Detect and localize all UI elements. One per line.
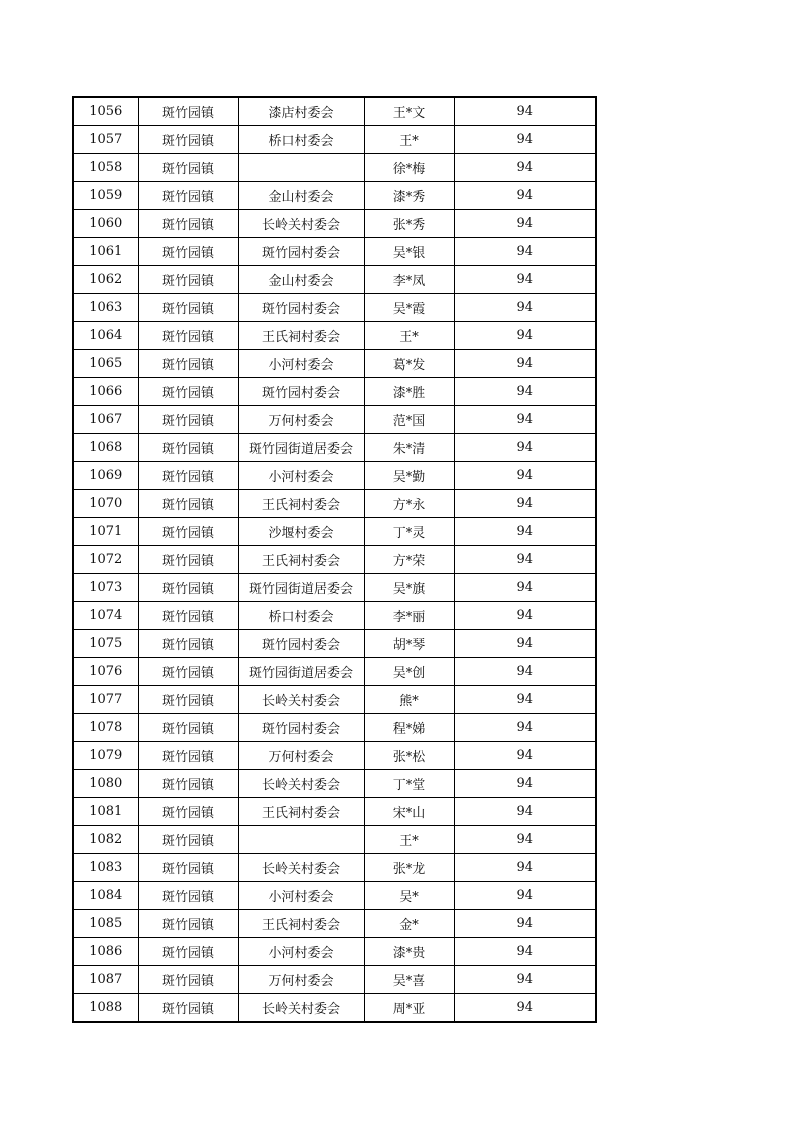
cell-serial-number: 1082: [73, 826, 138, 854]
cell-score: 94: [454, 938, 596, 966]
cell-serial-number: 1075: [73, 630, 138, 658]
cell-person-name: 李*凤: [364, 266, 454, 294]
cell-village-committee: 长岭关村委会: [238, 686, 364, 714]
cell-person-name: 吴*: [364, 882, 454, 910]
cell-person-name: 吴*银: [364, 238, 454, 266]
cell-town: 斑竹园镇: [138, 238, 238, 266]
cell-serial-number: 1078: [73, 714, 138, 742]
cell-person-name: 王*: [364, 322, 454, 350]
cell-person-name: 李*丽: [364, 602, 454, 630]
cell-score: 94: [454, 686, 596, 714]
cell-score: 94: [454, 126, 596, 154]
cell-village-committee: 桥口村委会: [238, 126, 364, 154]
cell-town: 斑竹园镇: [138, 770, 238, 798]
table-row: [73, 770, 596, 798]
cell-person-name: 朱*清: [364, 434, 454, 462]
cell-village-committee: 斑竹园街道居委会: [238, 574, 364, 602]
cell-town: 斑竹园镇: [138, 966, 238, 994]
cell-village-committee: 斑竹园村委会: [238, 238, 364, 266]
cell-person-name: 吴*喜: [364, 966, 454, 994]
table-row: [73, 266, 596, 294]
cell-village-committee: 长岭关村委会: [238, 210, 364, 238]
cell-village-committee: 金山村委会: [238, 182, 364, 210]
cell-village-committee: 王氏祠村委会: [238, 798, 364, 826]
table-row: [73, 210, 596, 238]
cell-town: 斑竹园镇: [138, 630, 238, 658]
cell-serial-number: 1081: [73, 798, 138, 826]
cell-person-name: 葛*发: [364, 350, 454, 378]
cell-town: 斑竹园镇: [138, 994, 238, 1023]
table-row: [73, 546, 596, 574]
cell-town: 斑竹园镇: [138, 182, 238, 210]
cell-serial-number: 1088: [73, 994, 138, 1023]
cell-town: 斑竹园镇: [138, 378, 238, 406]
cell-person-name: 程*娣: [364, 714, 454, 742]
table-row: [73, 518, 596, 546]
table-row: [73, 910, 596, 938]
cell-serial-number: 1067: [73, 406, 138, 434]
cell-score: 94: [454, 378, 596, 406]
table-row: [73, 378, 596, 406]
cell-person-name: 宋*山: [364, 798, 454, 826]
cell-village-committee: 长岭关村委会: [238, 770, 364, 798]
cell-serial-number: 1060: [73, 210, 138, 238]
cell-serial-number: 1072: [73, 546, 138, 574]
cell-score: 94: [454, 518, 596, 546]
cell-person-name: 金*: [364, 910, 454, 938]
cell-person-name: 范*国: [364, 406, 454, 434]
cell-village-committee: 小河村委会: [238, 350, 364, 378]
cell-serial-number: 1065: [73, 350, 138, 378]
cell-score: 94: [454, 882, 596, 910]
cell-score: 94: [454, 994, 596, 1023]
cell-person-name: 吴*创: [364, 658, 454, 686]
cell-score: 94: [454, 434, 596, 462]
cell-score: 94: [454, 322, 596, 350]
cell-score: 94: [454, 546, 596, 574]
cell-serial-number: 1068: [73, 434, 138, 462]
cell-score: 94: [454, 350, 596, 378]
cell-town: 斑竹园镇: [138, 658, 238, 686]
cell-score: 94: [454, 910, 596, 938]
cell-village-committee: 王氏祠村委会: [238, 546, 364, 574]
cell-person-name: 丁*灵: [364, 518, 454, 546]
cell-village-committee: 王氏祠村委会: [238, 322, 364, 350]
cell-score: 94: [454, 798, 596, 826]
cell-town: 斑竹园镇: [138, 714, 238, 742]
cell-town: 斑竹园镇: [138, 294, 238, 322]
table-row: [73, 826, 596, 854]
cell-score: 94: [454, 574, 596, 602]
cell-town: 斑竹园镇: [138, 826, 238, 854]
cell-score: 94: [454, 854, 596, 882]
cell-village-committee: 斑竹园村委会: [238, 630, 364, 658]
cell-village-committee: 王氏祠村委会: [238, 490, 364, 518]
cell-village-committee: 万何村委会: [238, 742, 364, 770]
cell-person-name: 胡*琴: [364, 630, 454, 658]
table-row: [73, 714, 596, 742]
cell-village-committee: 漆店村委会: [238, 97, 364, 126]
cell-serial-number: 1086: [73, 938, 138, 966]
cell-serial-number: 1069: [73, 462, 138, 490]
cell-person-name: 周*亚: [364, 994, 454, 1023]
cell-score: 94: [454, 238, 596, 266]
cell-town: 斑竹园镇: [138, 154, 238, 182]
cell-score: 94: [454, 714, 596, 742]
cell-score: 94: [454, 406, 596, 434]
cell-serial-number: 1059: [73, 182, 138, 210]
cell-serial-number: 1064: [73, 322, 138, 350]
table-row: [73, 882, 596, 910]
cell-town: 斑竹园镇: [138, 686, 238, 714]
cell-score: 94: [454, 266, 596, 294]
cell-score: 94: [454, 97, 596, 126]
cell-person-name: 吴*旗: [364, 574, 454, 602]
cell-serial-number: 1057: [73, 126, 138, 154]
cell-town: 斑竹园镇: [138, 602, 238, 630]
table-row: [73, 994, 596, 1023]
table-row: [73, 462, 596, 490]
cell-village-committee: 斑竹园村委会: [238, 714, 364, 742]
cell-village-committee: 王氏祠村委会: [238, 910, 364, 938]
table-row: [73, 938, 596, 966]
cell-serial-number: 1080: [73, 770, 138, 798]
cell-town: 斑竹园镇: [138, 910, 238, 938]
cell-village-committee: 小河村委会: [238, 462, 364, 490]
cell-town: 斑竹园镇: [138, 490, 238, 518]
cell-person-name: 王*: [364, 126, 454, 154]
cell-person-name: 张*秀: [364, 210, 454, 238]
cell-serial-number: 1074: [73, 602, 138, 630]
cell-town: 斑竹园镇: [138, 322, 238, 350]
cell-village-committee: 长岭关村委会: [238, 994, 364, 1023]
cell-village-committee: 斑竹园村委会: [238, 294, 364, 322]
cell-person-name: 丁*堂: [364, 770, 454, 798]
table-row: [73, 658, 596, 686]
cell-town: 斑竹园镇: [138, 546, 238, 574]
cell-town: 斑竹园镇: [138, 882, 238, 910]
cell-town: 斑竹园镇: [138, 854, 238, 882]
table-row: [73, 686, 596, 714]
table-row: [73, 742, 596, 770]
table-row: [73, 238, 596, 266]
cell-village-committee: 万何村委会: [238, 406, 364, 434]
cell-serial-number: 1087: [73, 966, 138, 994]
cell-town: 斑竹园镇: [138, 462, 238, 490]
table-row: [73, 966, 596, 994]
table-row: [73, 854, 596, 882]
cell-town: 斑竹园镇: [138, 266, 238, 294]
cell-serial-number: 1063: [73, 294, 138, 322]
cell-score: 94: [454, 294, 596, 322]
cell-serial-number: 1076: [73, 658, 138, 686]
cell-village-committee: 小河村委会: [238, 882, 364, 910]
cell-serial-number: 1061: [73, 238, 138, 266]
cell-village-committee: 斑竹园街道居委会: [238, 658, 364, 686]
cell-score: 94: [454, 490, 596, 518]
cell-village-committee: 长岭关村委会: [238, 854, 364, 882]
table-row: [73, 154, 596, 182]
cell-person-name: 漆*秀: [364, 182, 454, 210]
cell-person-name: 王*: [364, 826, 454, 854]
cell-serial-number: 1079: [73, 742, 138, 770]
table-row: [73, 630, 596, 658]
cell-person-name: 吴*勤: [364, 462, 454, 490]
cell-score: 94: [454, 630, 596, 658]
table-row: [73, 294, 596, 322]
cell-person-name: 漆*胜: [364, 378, 454, 406]
cell-score: 94: [454, 602, 596, 630]
cell-village-committee: 沙堰村委会: [238, 518, 364, 546]
cell-town: 斑竹园镇: [138, 798, 238, 826]
cell-village-committee: 斑竹园村委会: [238, 378, 364, 406]
cell-person-name: 方*永: [364, 490, 454, 518]
cell-person-name: 徐*梅: [364, 154, 454, 182]
cell-score: 94: [454, 826, 596, 854]
cell-person-name: 熊*: [364, 686, 454, 714]
cell-village-committee: 小河村委会: [238, 938, 364, 966]
cell-serial-number: 1073: [73, 574, 138, 602]
cell-town: 斑竹园镇: [138, 97, 238, 126]
cell-village-committee: 斑竹园街道居委会: [238, 434, 364, 462]
cell-village-committee: 金山村委会: [238, 266, 364, 294]
cell-score: 94: [454, 182, 596, 210]
cell-town: 斑竹园镇: [138, 742, 238, 770]
table-row: [73, 798, 596, 826]
cell-town: 斑竹园镇: [138, 518, 238, 546]
cell-town: 斑竹园镇: [138, 406, 238, 434]
cell-person-name: 方*荣: [364, 546, 454, 574]
cell-serial-number: 1056: [73, 97, 138, 126]
cell-person-name: 漆*贵: [364, 938, 454, 966]
table-row: [73, 350, 596, 378]
cell-serial-number: 1058: [73, 154, 138, 182]
table-row: [73, 126, 596, 154]
cell-score: 94: [454, 658, 596, 686]
cell-town: 斑竹园镇: [138, 350, 238, 378]
cell-serial-number: 1070: [73, 490, 138, 518]
cell-score: 94: [454, 210, 596, 238]
cell-person-name: 吴*霞: [364, 294, 454, 322]
cell-score: 94: [454, 462, 596, 490]
cell-village-committee: [238, 154, 364, 182]
cell-serial-number: 1077: [73, 686, 138, 714]
cell-serial-number: 1066: [73, 378, 138, 406]
table-row: [73, 322, 596, 350]
table-row: [73, 602, 596, 630]
cell-town: 斑竹园镇: [138, 434, 238, 462]
roster-body: [73, 97, 596, 1022]
table-row: [73, 182, 596, 210]
cell-village-committee: [238, 826, 364, 854]
cell-serial-number: 1062: [73, 266, 138, 294]
cell-score: 94: [454, 770, 596, 798]
table-row: [73, 406, 596, 434]
cell-score: 94: [454, 742, 596, 770]
cell-person-name: 张*松: [364, 742, 454, 770]
cell-person-name: 张*龙: [364, 854, 454, 882]
cell-town: 斑竹园镇: [138, 210, 238, 238]
table-row: [73, 434, 596, 462]
table-row: [73, 97, 596, 126]
cell-serial-number: 1085: [73, 910, 138, 938]
cell-town: 斑竹园镇: [138, 938, 238, 966]
cell-serial-number: 1084: [73, 882, 138, 910]
table-row: [73, 574, 596, 602]
table-row: [73, 490, 596, 518]
roster-table: [72, 96, 597, 1023]
cell-score: 94: [454, 154, 596, 182]
cell-town: 斑竹园镇: [138, 574, 238, 602]
cell-village-committee: 桥口村委会: [238, 602, 364, 630]
cell-village-committee: 万何村委会: [238, 966, 364, 994]
cell-score: 94: [454, 966, 596, 994]
cell-person-name: 王*文: [364, 97, 454, 126]
cell-town: 斑竹园镇: [138, 126, 238, 154]
cell-serial-number: 1071: [73, 518, 138, 546]
cell-serial-number: 1083: [73, 854, 138, 882]
